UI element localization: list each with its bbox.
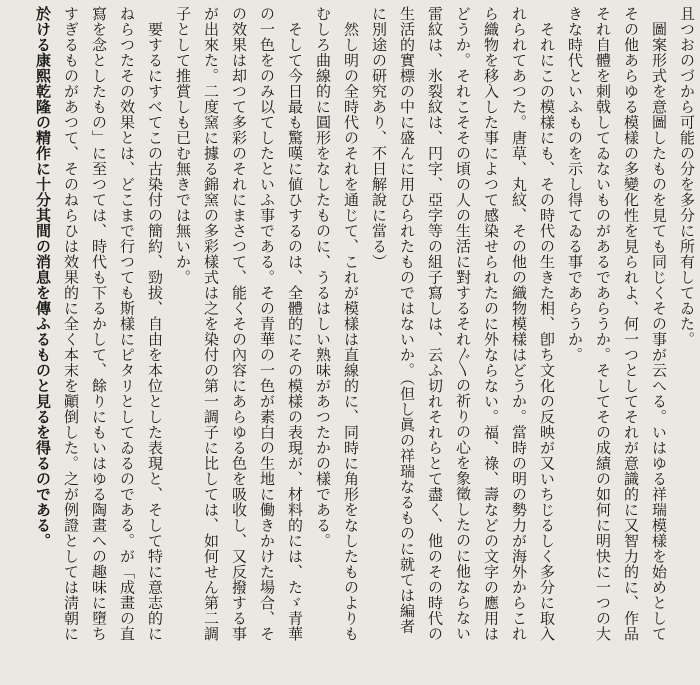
text-column-10: 雷紋は、氷裂紋は、円字、亞字等の組子寫しは、云ふ切れそれらとて盡く、他のその時代の: [426, 6, 444, 642]
text-column-12: に別途の研究あり、不日解說に當る）: [370, 6, 388, 270]
text-column-7: れられてあつた。唐草、丸紋、その他の織物模樣はどうか。當時の明の勢力が海外からこれ: [510, 6, 528, 642]
text-column-22: 寫を念としたもの」に至つては、時代も下るかして、餘りにもいはゆる陶畫への趣味に墮ち: [90, 6, 108, 642]
text-column-5: きな時代といふものを示し得てゐる事であらうか。: [566, 6, 584, 363]
text-column-1: 且つおのづから可能の分を多分に所有してゐた。: [678, 6, 696, 347]
text-column-16: の一色をのみ以てしたといふ事である。その青華の一色が素白の生地に働きかけた場合、そ: [258, 6, 276, 642]
text-column-13: 然し明の全時代のそれを通じて、これが模樣は直線的に、同時に角形をなしたものよりも: [342, 6, 360, 642]
text-column-14: むしろ曲線的に圓形をなしたものに、うるはしい熟味があつたかの樣である。: [314, 6, 332, 549]
text-column-21: ねらつたその效果とは、どこまで行つても斯樣にピタリとしてゐるのである。が「成畫の直: [118, 6, 136, 642]
text-column-15: そして今日最も驚嘆に値ひするのは、全體的にその模樣の表現が、材料的には、たゞ青華: [286, 6, 304, 642]
text-column-4: それ自體を刺戟してゐないものがあるであらうか。そしてその成績の如何に明快に一つの大: [594, 6, 612, 642]
text-column-8: ら織物を移入した事によつて感染せられたのに外ならない。福、祿、壽などの文字の應用は: [482, 6, 500, 642]
text-column-23: すぎるものがあつて、そのねらひは效果的に全く本末を顚倒した。之が例證としては淸朝に: [62, 6, 80, 642]
text-column-18: が出來た。二度窯に據る錦窯の多彩樣式は之を染付の第一調子に比しては、如何せん第二調: [202, 6, 220, 642]
text-column-11: 生活的實標の中に盛んに用ひられたものではないか。（但し眞の祥瑞なるものに就ては編者: [398, 6, 416, 634]
text-column-6: それにこの模樣にも、その時代の生きた相、卽ち文化の反映が又いちじるしく多分に取入: [538, 6, 556, 642]
text-column-17: の效果は却つて多彩のそれにまさつて、能くその內容にあらゆる色を吸收し、又反撥する事: [230, 6, 248, 642]
text-column-9: どうか。それこそその頃の人の生活に對するそれ〴〵の祈りの心を象徵したのに他ならない: [454, 6, 472, 641]
text-column-3: その他あらゆる模樣の多變化性を見られよ、何一つとしてそれが意識的に又智力的に、作品: [622, 6, 640, 642]
text-column-2: 圖案形式を意圖したものを見ても同じくその事が云へる。いはゆる祥瑞模樣を始めとして: [650, 6, 668, 642]
text-column-19: 子として推賞しも已む無きでは無いか。: [174, 6, 192, 285]
text-column-20: 要するにすべてこの古染付の簡約、勁拔、自由を本位とした表現と、そして特に意志的に: [146, 6, 164, 642]
text-column-24: 於ける康熙乾隆の精作に十分其間の消息を傳ふるものと見るを得るのである。: [34, 6, 52, 549]
